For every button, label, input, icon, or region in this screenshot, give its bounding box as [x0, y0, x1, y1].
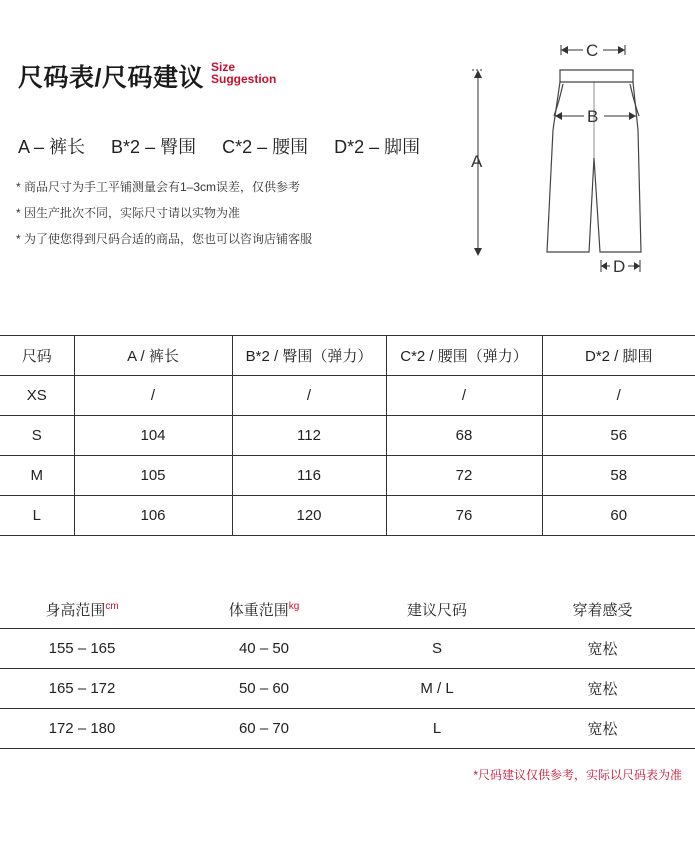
cell-fit: 宽松 [510, 629, 695, 669]
header-weight [164, 590, 364, 629]
cell-hem: 60 [542, 496, 695, 536]
cell-weight: 50 – 60 [164, 669, 364, 709]
cell-waist: 68 [386, 416, 542, 456]
cell-fit: 宽松 [510, 669, 695, 709]
size-table [0, 335, 695, 536]
legend-c: C*2 – 腰围 [222, 137, 309, 157]
title-english [211, 61, 276, 85]
header-size: 尺码 [0, 336, 74, 376]
label-c: C [586, 41, 599, 60]
cell-hem: 58 [542, 456, 695, 496]
cell-length: 104 [74, 416, 232, 456]
footnote: *尺码建议仅供参考，实际以尺码表为准 [473, 768, 682, 782]
note-contact-service: * 为了使您得到尺码合适的商品，您也可以咨询店铺客服 [16, 232, 313, 246]
header-hem: D*2 / 脚围 [542, 336, 695, 376]
legend-d: D*2 – 脚围 [334, 137, 421, 157]
table-row [0, 709, 695, 749]
legend-b: B*2 – 臀围 [111, 137, 197, 157]
table-row [0, 669, 695, 709]
table-row [0, 629, 695, 669]
note-measurement-error: * 商品尺寸为手工平铺测量会有1–3cm误差，仅供参考 [16, 180, 301, 194]
cell-hip: / [232, 376, 386, 416]
pants-diagram [455, 40, 655, 285]
cell-height: 155 – 165 [0, 629, 164, 669]
header-waist: C*2 / 腰围（弹力） [386, 336, 542, 376]
cell-suggested-size: M / L [364, 669, 510, 709]
cell-height: 172 – 180 [0, 709, 164, 749]
title-english-line1: Size [211, 60, 236, 74]
header-height-label: 身高范围 [45, 601, 106, 619]
cell-waist: 72 [386, 456, 542, 496]
header-weight-label: 体重范围 [228, 601, 289, 619]
cell-waist: / [386, 376, 542, 416]
cell-length: 106 [74, 496, 232, 536]
cell-waist: 76 [386, 496, 542, 536]
cell-size: XS [0, 376, 74, 416]
label-a: A [471, 152, 483, 171]
header-length: A / 裤长 [74, 336, 232, 376]
label-b: B [587, 107, 599, 126]
cell-weight: 40 – 50 [164, 629, 364, 669]
unit-kg: kg [288, 600, 300, 612]
recommendation-table [0, 590, 695, 749]
recommendation-header [0, 590, 695, 629]
header-hip: B*2 / 臀围（弹力） [232, 336, 386, 376]
cell-hip: 120 [232, 496, 386, 536]
table-row [0, 496, 695, 536]
header-suggested-size: 建议尺码 [364, 590, 510, 629]
cell-height: 165 – 172 [0, 669, 164, 709]
note-batch-difference: * 因生产批次不同，实际尺寸请以实物为准 [16, 206, 241, 220]
cell-size: S [0, 416, 74, 456]
cell-length: / [74, 376, 232, 416]
cell-fit: 宽松 [510, 709, 695, 749]
cell-hip: 112 [232, 416, 386, 456]
table-row [0, 416, 695, 456]
cell-weight: 60 – 70 [164, 709, 364, 749]
table-row [0, 456, 695, 496]
title-english-line2: Suggestion [211, 72, 277, 86]
unit-cm: cm [105, 600, 119, 612]
cell-hem: 56 [542, 416, 695, 456]
measurement-legend [18, 133, 441, 159]
table-row [0, 376, 695, 416]
cell-size: L [0, 496, 74, 536]
cell-hem: / [542, 376, 695, 416]
label-d: D [613, 257, 626, 276]
pocket-right [630, 84, 639, 116]
header-height [0, 590, 164, 629]
cell-suggested-size: S [364, 629, 510, 669]
cell-length: 105 [74, 456, 232, 496]
size-table-header [0, 336, 695, 376]
page-title: 尺码表/尺码建议 [18, 64, 204, 92]
cell-suggested-size: L [364, 709, 510, 749]
legend-a: A – 裤长 [18, 137, 86, 157]
cell-hip: 116 [232, 456, 386, 496]
waistband-shape [560, 70, 633, 82]
header-fit: 穿着感受 [510, 590, 695, 629]
cell-size: M [0, 456, 74, 496]
